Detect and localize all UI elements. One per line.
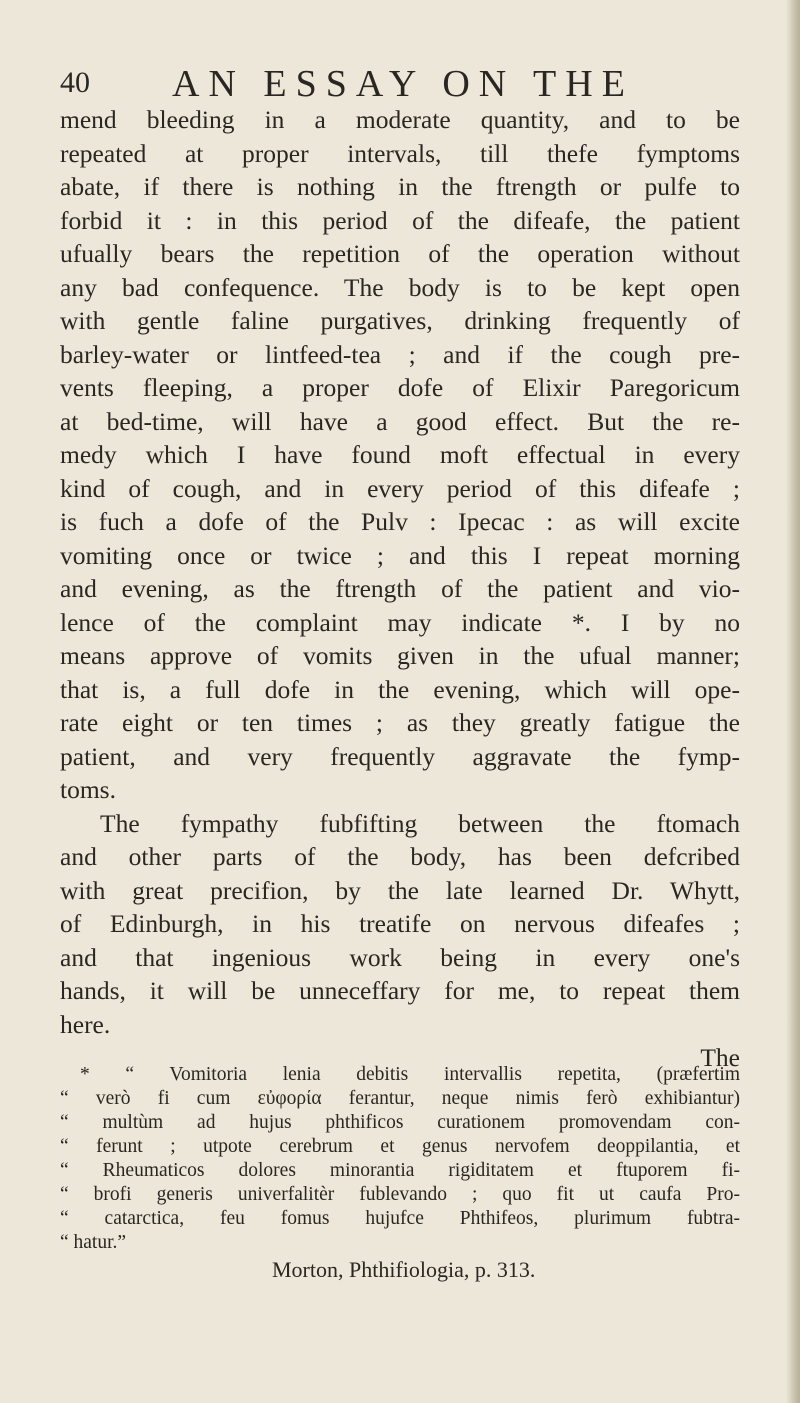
footnote-line: “ multùm ad hujus phthificos curationem promovendam con- [60,1112,740,1133]
text-line: rate eight or ten times ; as they greatly fatigue the [60,708,740,737]
paragraph-end-line: here. [60,1009,111,1039]
footnote-line: “ Rheumaticos dolores minorantia rigiditatem et ftuporem fi- [60,1160,740,1181]
paragraph-end-line: toms. [60,775,116,804]
text-line: and that ingenious work being in every one's [60,942,740,972]
text-line: that is, a full dofe in the evening, which will ope- [60,674,740,704]
page-number: 40 [60,66,90,99]
footnote-line: “ catarctica, feu fomus hujufce Phthifeos, plurimum fubtra- [60,1208,740,1229]
text-line: with great precifion, by the late learned Dr. Whytt, [60,875,740,905]
text-line: vents fleeping, a proper dofe of Elixir Paregoricum [60,373,740,402]
text-line: forbid it : in this period of the difeafe, the patient [60,205,740,235]
footnote-line: * “ Vomitoria lenia debitis intervallis repetita, (præfertim [80,1064,740,1085]
text-line: is fuch a dofe of the Pulv : Ipecac : as will excite [60,507,740,536]
text-line: abate, if there is nothing in the ftrength or pulfe to [60,172,740,201]
footnote-line: “ verò fi cum εὐφορία ferantur, neque nimis ferò exhibiantur) [60,1088,740,1109]
page-edge-shadow [786,0,800,1403]
footnote-line: “ ferunt ; utpote cerebrum et genus nervofem deoppilantia, et [60,1136,740,1157]
text-line: lence of the complaint may indicate *. I by no [60,607,740,637]
text-line: barley-water or lintfeed-tea ; and if the cough pre- [60,339,740,369]
text-line: ufually bears the repetition of the operation without [60,239,740,268]
text-line: vomiting once or twice ; and this I repeat morning [60,540,740,570]
text-line: and evening, as the ftrength of the patient and vio- [60,574,740,603]
text-line: patient, and very frequently aggravate the fymp- [60,741,740,771]
text-line: with gentle faline purgatives, drinking frequently of [60,306,740,335]
text-line: and other parts of the body, has been defcribed [60,842,740,871]
text-line: The fympathy fubfifting between the ftomach [100,808,740,838]
footnote [60,1063,740,1285]
catchword: The [700,1043,740,1072]
text-line: repeated at proper intervals, till thefe fymptoms [60,138,740,168]
text-line: at bed-time, will have a good effect. But the re- [60,406,740,436]
text-line: mend bleeding in a moderate quantity, and to be [60,105,740,134]
text-line: hands, it will be unneceffary for me, to repeat them [60,976,740,1005]
text-line: kind of cough, and in every period of this difeafe ; [60,473,740,503]
running-head: AN ESSAY ON THE [172,63,634,105]
footnote-line: “ hatur.” [60,1232,127,1253]
main-text [60,103,740,1075]
text-line: any bad confequence. The body is to be kept open [60,272,740,302]
footnote-line: “ brofi generis univerfalitèr fublevando ; quo fit ut caufa Pro- [60,1184,740,1205]
page-header [60,62,760,105]
text-line: of Edinburgh, in his treatife on nervous difeafes ; [60,909,740,938]
footnote-citation: Morton, Phthifiologia, p. 313. [272,1257,536,1282]
text-line: means approve of vomits given in the ufual manner; [60,641,740,670]
text-line: medy which I have found moft effectual in every [60,440,740,469]
